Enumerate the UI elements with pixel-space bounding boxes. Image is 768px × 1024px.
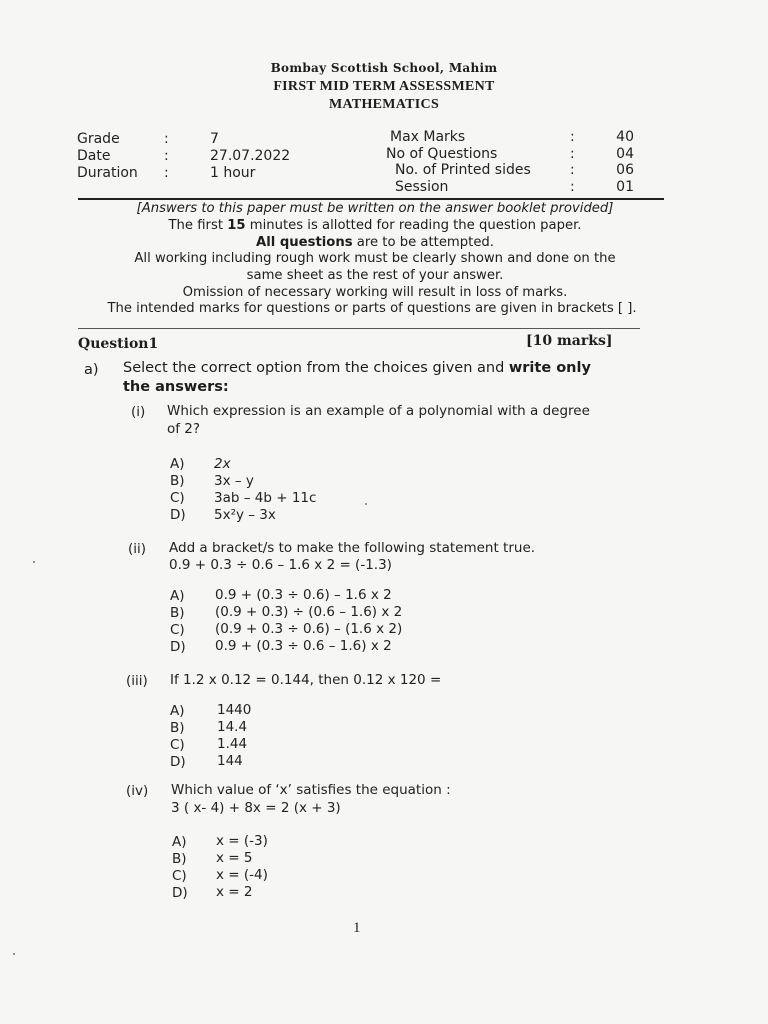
option-letter: A) bbox=[172, 834, 187, 850]
item-number: (iii) bbox=[126, 673, 148, 689]
option-value: 5x²y – 3x bbox=[214, 507, 276, 523]
meta-grade-label: Grade bbox=[77, 131, 120, 147]
page-number: 1 bbox=[353, 920, 361, 936]
option-value: (0.9 + 0.3 ÷ 0.6) – (1.6 x 2) bbox=[215, 621, 403, 637]
option-letter: A) bbox=[170, 456, 185, 472]
scan-speck bbox=[33, 561, 35, 563]
scan-speck bbox=[13, 953, 15, 955]
scan-speck bbox=[365, 503, 367, 505]
meta-session-value: 01 bbox=[616, 179, 634, 195]
option-letter: A) bbox=[170, 588, 185, 604]
header-divider bbox=[78, 198, 664, 200]
meta-questions-value: 04 bbox=[616, 146, 634, 162]
instruction-all-questions: All questions are to be attempted. bbox=[255, 235, 494, 250]
meta-grade-value: 7 bbox=[210, 131, 219, 147]
meta-max-marks-value: 40 bbox=[616, 129, 634, 145]
item-text-line2: of 2? bbox=[167, 421, 201, 437]
meta-max-marks-colon: : bbox=[570, 129, 575, 145]
meta-date-label: Date bbox=[77, 148, 111, 164]
option-letter: C) bbox=[170, 622, 185, 638]
option-value: 2x bbox=[214, 456, 231, 472]
option-letter: A) bbox=[170, 703, 185, 719]
exam-title: FIRST MID TERM ASSESSMENT bbox=[273, 79, 495, 94]
option-value: 144 bbox=[217, 753, 243, 769]
option-value: 3x – y bbox=[214, 473, 254, 489]
option-value: x = 5 bbox=[216, 850, 253, 866]
instruction-working-1: All working including rough work must be clearly shown and done on the bbox=[134, 251, 616, 266]
meta-printed-sides-value: 06 bbox=[616, 162, 634, 178]
option-value: x = 2 bbox=[216, 884, 253, 900]
meta-printed-sides-label: No. of Printed sides bbox=[395, 162, 531, 178]
option-letter: C) bbox=[170, 490, 185, 506]
meta-date-value: 27.07.2022 bbox=[210, 148, 291, 164]
item-number: (ii) bbox=[128, 541, 147, 557]
option-value: x = (-4) bbox=[216, 867, 268, 883]
option-letter: C) bbox=[172, 868, 187, 884]
part-a-label: a) bbox=[84, 362, 99, 378]
option-letter: B) bbox=[170, 720, 185, 736]
meta-duration-label: Duration bbox=[77, 165, 138, 181]
item-number: (i) bbox=[131, 404, 146, 420]
meta-duration-colon: : bbox=[164, 165, 169, 181]
question-title: Question1 bbox=[78, 336, 159, 352]
meta-questions-colon: : bbox=[570, 146, 575, 162]
option-value: 1440 bbox=[217, 702, 252, 718]
item-text-line1: If 1.2 x 0.12 = 0.144, then 0.12 x 120 = bbox=[170, 672, 442, 688]
instruction-working-2: same sheet as the rest of your answer. bbox=[246, 268, 504, 283]
option-letter: C) bbox=[170, 737, 185, 753]
instruction-marks-brackets: The intended marks for questions or parts of questions are given in brackets [ ]. bbox=[107, 301, 637, 316]
meta-duration-value: 1 hour bbox=[210, 165, 256, 181]
school-name: Bombay Scottish School, Mahim bbox=[270, 61, 498, 75]
meta-grade-colon: : bbox=[164, 131, 169, 147]
option-value: 1.44 bbox=[217, 736, 248, 752]
option-letter: B) bbox=[172, 851, 187, 867]
instruction-reading-time: The first 15 minutes is allotted for reading the question paper. bbox=[168, 218, 582, 233]
item-text-line2: 0.9 + 0.3 ÷ 0.6 – 1.6 x 2 = (-1.3) bbox=[169, 557, 392, 573]
option-letter: D) bbox=[172, 885, 188, 901]
item-text-line2: 3 ( x- 4) + 8x = 2 (x + 3) bbox=[171, 800, 341, 816]
option-value: 14.4 bbox=[217, 719, 248, 735]
option-value: 0.9 + (0.3 ÷ 0.6) – 1.6 x 2 bbox=[215, 587, 392, 603]
meta-printed-sides-colon: : bbox=[570, 162, 575, 178]
meta-questions-label: No of Questions bbox=[386, 146, 498, 162]
option-letter: B) bbox=[170, 473, 185, 489]
item-text-line1: Which value of ‘x’ satisfies the equation : bbox=[171, 782, 451, 798]
part-a-instruction-cont: the answers: bbox=[123, 379, 229, 395]
subject-title: MATHEMATICS bbox=[328, 97, 440, 112]
instruction-answer-booklet: [Answers to this paper must be written on the answer booklet provided] bbox=[136, 201, 614, 216]
part-a-instruction: Select the correct option from the choices given and write only bbox=[123, 360, 591, 376]
item-number: (iv) bbox=[126, 783, 149, 799]
item-text-line1: Which expression is an example of a polynomial with a degree bbox=[167, 403, 590, 419]
instruction-omission: Omission of necessary working will result in loss of marks. bbox=[182, 285, 568, 300]
option-value: (0.9 + 0.3) ÷ (0.6 – 1.6) x 2 bbox=[215, 604, 403, 620]
option-value: 3ab – 4b + 11c bbox=[214, 490, 317, 506]
instructions-divider bbox=[78, 328, 640, 329]
meta-max-marks-label: Max Marks bbox=[390, 129, 466, 145]
meta-date-colon: : bbox=[164, 148, 169, 164]
option-letter: D) bbox=[170, 639, 186, 655]
option-letter: D) bbox=[170, 754, 186, 770]
option-value: x = (-3) bbox=[216, 833, 268, 849]
item-text-line1: Add a bracket/s to make the following statement true. bbox=[169, 540, 536, 556]
option-letter: B) bbox=[170, 605, 185, 621]
option-value: 0.9 + (0.3 ÷ 0.6 – 1.6) x 2 bbox=[215, 638, 392, 654]
meta-session-colon: : bbox=[570, 179, 575, 195]
option-letter: D) bbox=[170, 507, 186, 523]
question-marks: [10 marks] bbox=[526, 333, 613, 349]
meta-session-label: Session bbox=[395, 179, 449, 195]
